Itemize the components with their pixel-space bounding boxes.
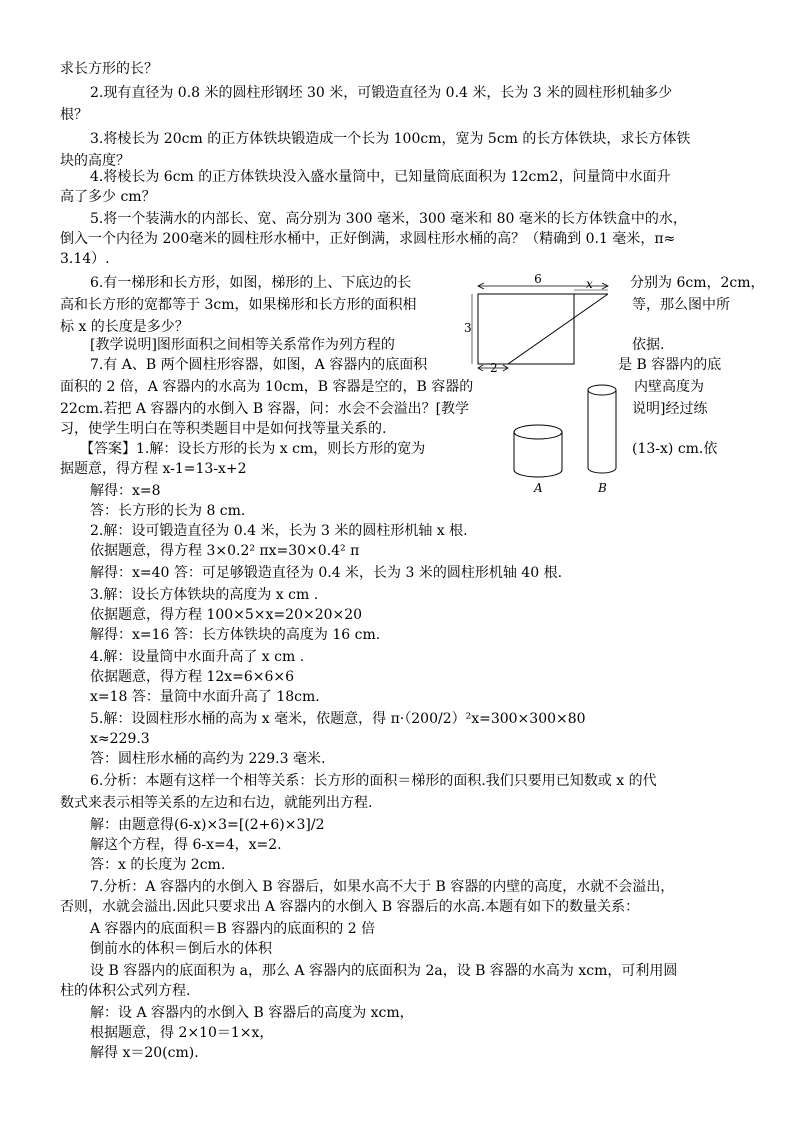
text-line: 根据题意，得 2×10＝1×x， <box>90 1025 274 1041</box>
text-line: 7.分析：A 容器内的水倒入 B 容器后，如果水高不大于 B 容器的内壁的高度，水就不会溢出， <box>90 879 675 895</box>
text-line: 答：x 的长度为 2cm. <box>90 857 226 873</box>
text-line: 倒前水的体积＝倒后水的体积 <box>90 941 272 957</box>
text-line: 答：长方形的长为 8 cm. <box>90 503 246 519</box>
text-line: 解：由题意得(6-x)×3=[(2+6)×3]/2 <box>90 817 325 833</box>
text-line: 4.将棱长为 6cm 的正方体铁块没入盛水量筒中，已知量筒底面积为 12cm2，问量筒中水面升 <box>90 169 671 185</box>
label-a: A <box>534 481 543 495</box>
text-line: A 容器内的底面积＝B 容器内的底面积的 2 倍 <box>90 921 376 937</box>
text-line: 6.分析：本题有这样一个相等关系：长方形的面积＝梯形的面积.我们只要用已知数或 x 的代 <box>90 773 657 789</box>
text-line: 答：圆柱形水桶的高约为 229.3 毫米. <box>90 751 326 767</box>
text-line: [教学说明]图形面积之间相等关系常作为列方程的 <box>90 337 395 353</box>
text-line: 分别为 6cm，2cm， <box>630 275 765 291</box>
text-line: 依据题意，得方程 3×0.2² πx=30×0.4² π <box>90 543 360 559</box>
text-line: 解得：x=40 答：可足够锻造直径为 0.4 米，长为 3 米的圆柱形机轴 40 根. <box>90 565 563 581</box>
text-line: 设 B 容器内的底面积为 a，那么 A 容器内的底面积为 2a，设 B 容器的水高为 xcm，可利用圆 <box>90 963 678 979</box>
label-b: B <box>598 481 607 495</box>
text-line: 据题意，得方程 x-1=13-x+2 <box>60 461 247 477</box>
text-line: 7.有 A、B 两个圆柱形容器，如图，A 容器内的底面积 <box>90 357 428 373</box>
text-line: 解得 x＝20(cm). <box>90 1045 199 1061</box>
text-line: (13-x) cm.依 <box>632 441 718 457</box>
cylinders-figure <box>510 380 630 500</box>
text-line: 数式来表示相等关系的左边和右边，就能列出方程. <box>60 795 373 811</box>
text-line: 面积的 2 倍，A 容器内的水高为 10cm，B 容器是空的，B 容器的 <box>60 379 474 395</box>
text-line: 求长方形的长？ <box>60 61 158 77</box>
text-line: 2.现有直径为 0.8 米的圆柱形钢坯 30 米，可锻造直径为 0.4 米，长为 3 米的圆柱形机轴多少 <box>90 85 673 101</box>
text-line: 标 x 的长度是多少？ <box>60 319 189 335</box>
text-line: 6.有一梯形和长方形，如图，梯形的上、下底边的长 <box>90 275 412 291</box>
label-x: x <box>586 277 593 291</box>
text-line: 高了多少 cm？ <box>60 189 156 205</box>
text-line: 等，那么图中所 <box>632 297 730 313</box>
text-line: x=18 答：量筒中水面升高了 18cm. <box>90 689 320 705</box>
text-line: 高和长方形的宽都等于 3cm，如果梯形和长方形的面积相 <box>60 297 417 313</box>
text-line: 柱的体积公式列方程. <box>60 983 191 999</box>
text-line: 5.解：设圆柱形水桶的高为 x 毫米，依题意，得 π·（200/2）²x=300×300×80 <box>90 711 586 727</box>
text-line: 3.14）. <box>60 251 110 267</box>
text-line: 块的高度？ <box>60 153 130 169</box>
text-line: 解得：x=8 <box>90 483 161 499</box>
text-line: 是 B 容器内的底 <box>618 357 722 373</box>
text-line: 否则，水就会溢出.因此只要求出 A 容器内的水倒入 B 容器后的水高.本题有如下的数量关系： <box>60 899 640 915</box>
text-line: 依据. <box>632 337 665 353</box>
text-line: 4.解：设量筒中水面升高了 x cm . <box>90 649 305 665</box>
text-line: x≈229.3 <box>90 731 150 747</box>
text-line: 解得：x=16 答：长方体铁块的高度为 16 cm. <box>90 627 381 643</box>
text-line: 内壁高度为 <box>634 379 704 395</box>
text-line: 解这个方程，得 6-x=4，x=2. <box>90 837 282 853</box>
text-line: 5.将一个装满水的内部长、宽、高分别为 300 毫米，300 毫米和 80 毫米的长方体铁盒中的水， <box>90 211 687 227</box>
text-line: 3.将棱长为 20cm 的正方体铁块锻造成一个长为 100cm，宽为 5cm 的长方体铁块，求长方体铁 <box>90 131 691 147</box>
text-line: 依据题意，得方程 12x=6×6×6 <box>90 669 295 685</box>
text-line: 倒入一个内径为 200毫米的圆柱形水桶中，正好倒满，求圆柱形水桶的高？（精确到 0.1 毫米，π≈ <box>60 231 676 247</box>
text-line: 3.解：设长方体铁块的高度为 x cm . <box>90 587 319 603</box>
text-line: 【答案】1.解：设长方形的长为 x cm，则长方形的宽为 <box>80 441 426 457</box>
text-line: 说明]经过练 <box>632 401 708 417</box>
trapezoid-rectangle-figure <box>462 272 622 372</box>
text-line: 2.解：设可锻造直径为 0.4 米，长为 3 米的圆柱形机轴 x 根. <box>90 523 468 539</box>
text-line: 解：设 A 容器内的水倒入 B 容器后的高度为 xcm， <box>90 1005 414 1021</box>
text-line: 依据题意，得方程 100×5×x=20×20×20 <box>90 607 363 623</box>
text-line: 22cm.若把 A 容器内的水倒入 B 容器，问：水会不会溢出？[教学 <box>60 401 470 417</box>
label-three: 3 <box>464 321 472 335</box>
text-line: 根？ <box>60 107 88 123</box>
label-two: 2 <box>490 361 498 372</box>
label-six: 6 <box>534 272 542 286</box>
text-line: 习，使学生明白在等积类题目中是如何找等量关系的. <box>60 421 387 437</box>
